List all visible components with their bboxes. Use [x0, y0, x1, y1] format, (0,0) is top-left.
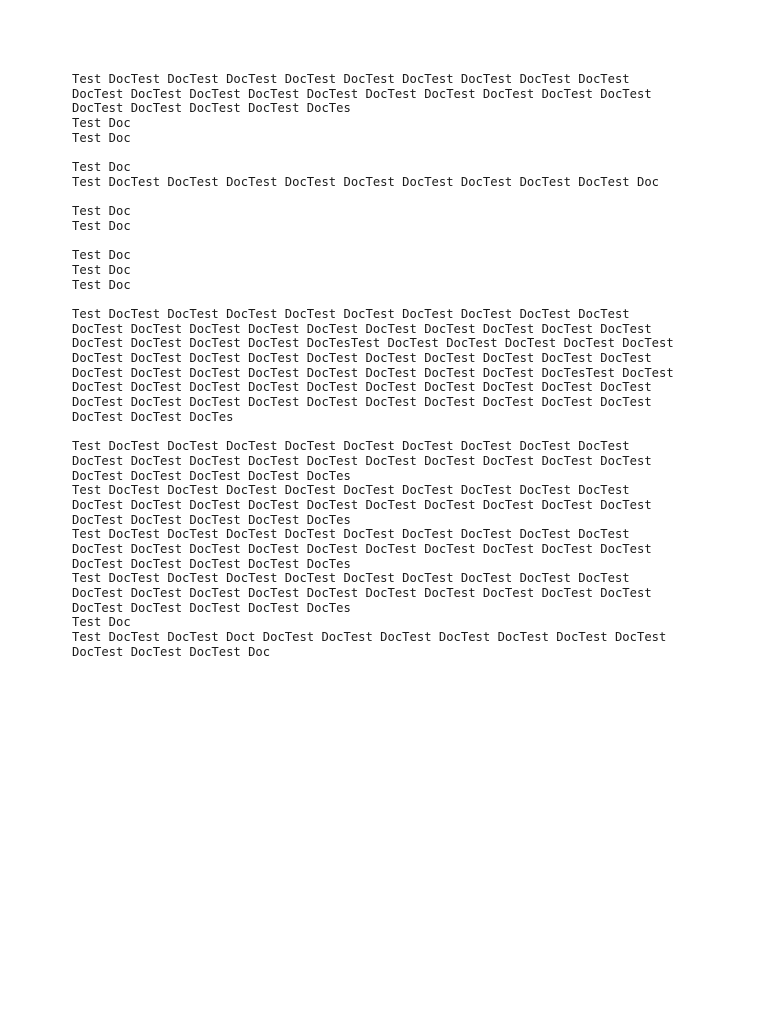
text-line-10: Test Doc	[72, 204, 131, 219]
blank-line	[72, 145, 732, 160]
text-line-11: Test Doc	[72, 218, 131, 233]
text-line-32: Test DocTest DocTest DocTest DocTest DocTest DocTest DocTest DocTest DocTest	[72, 527, 630, 542]
text-line-37: DocTest DocTest DocTest DocTest DocTes	[72, 600, 351, 615]
text-line-1: Test DocTest DocTest DocTest DocTest DocTest DocTest DocTest DocTest DocTest	[72, 72, 630, 86]
text-line-15: Test Doc	[72, 277, 131, 292]
text-line-26: Test DocTest DocTest DocTest DocTest DocTest DocTest DocTest DocTest DocTest	[72, 439, 630, 454]
text-line-23: DocTest DocTest DocTest DocTest DocTest DocTest DocTest DocTest DocTest DocTest	[72, 395, 652, 410]
text-line-24: DocTest DocTest DocTes	[72, 409, 234, 424]
text-line-19: DocTest DocTest DocTest DocTest DocTesTest DocTest DocTest DocTest DocTest DocTest	[72, 336, 674, 351]
text-line-35: Test DocTest DocTest DocTest DocTest DocTest DocTest DocTest DocTest DocTest	[72, 571, 630, 586]
text-line-13: Test Doc	[72, 248, 131, 263]
text-line-2: DocTest DocTest DocTest DocTest DocTest DocTest DocTest DocTest DocTest DocTest	[72, 86, 652, 101]
text-line-17: Test DocTest DocTest DocTest DocTest DocTest DocTest DocTest DocTest DocTest	[72, 307, 630, 321]
text-line-34: DocTest DocTest DocTest DocTest DocTes	[72, 556, 351, 571]
text-line-4: Test Doc	[72, 116, 131, 131]
text-line-3: DocTest DocTest DocTest DocTest DocTes	[72, 101, 351, 116]
text-line-29: Test DocTest DocTest DocTest DocTest DocTest DocTest DocTest DocTest DocTest	[72, 483, 630, 498]
text-line-21: DocTest DocTest DocTest DocTest DocTest DocTest DocTest DocTest DocTesTest DocTest	[72, 365, 674, 380]
text-line-36: DocTest DocTest DocTest DocTest DocTest DocTest DocTest DocTest DocTest DocTest	[72, 586, 652, 601]
text-line-8: Test DocTest DocTest DocTest DocTest DocTest DocTest DocTest DocTest DocTest Doc	[72, 174, 659, 189]
text-line-40: DocTest DocTest DocTest Doc	[72, 644, 271, 659]
text-line-14: Test Doc	[72, 262, 131, 277]
blank-line	[72, 425, 732, 440]
blank-line	[72, 292, 732, 307]
text-line-39: Test DocTest DocTest Doct DocTest DocTest DocTest DocTest DocTest DocTest DocTest	[72, 630, 667, 645]
text-line-31: DocTest DocTest DocTest DocTest DocTes	[72, 512, 351, 527]
blank-line	[72, 234, 732, 249]
blank-line	[72, 190, 732, 205]
text-line-18: DocTest DocTest DocTest DocTest DocTest DocTest DocTest DocTest DocTest DocTest	[72, 321, 652, 336]
text-line-28: DocTest DocTest DocTest DocTest DocTes	[72, 468, 351, 483]
text-line-38: Test Doc	[72, 615, 131, 630]
text-line-7: Test Doc	[72, 160, 131, 175]
text-line-27: DocTest DocTest DocTest DocTest DocTest DocTest DocTest DocTest DocTest DocTest	[72, 453, 652, 468]
text-line-22: DocTest DocTest DocTest DocTest DocTest DocTest DocTest DocTest DocTest DocTest	[72, 380, 652, 395]
text-line-20: DocTest DocTest DocTest DocTest DocTest DocTest DocTest DocTest DocTest DocTest	[72, 351, 652, 366]
text-line-30: DocTest DocTest DocTest DocTest DocTest DocTest DocTest DocTest DocTest DocTest	[72, 497, 652, 512]
document-page	[72, 72, 732, 660]
text-line-33: DocTest DocTest DocTest DocTest DocTest DocTest DocTest DocTest DocTest DocTest	[72, 542, 652, 556]
text-line-5: Test Doc	[72, 130, 131, 145]
